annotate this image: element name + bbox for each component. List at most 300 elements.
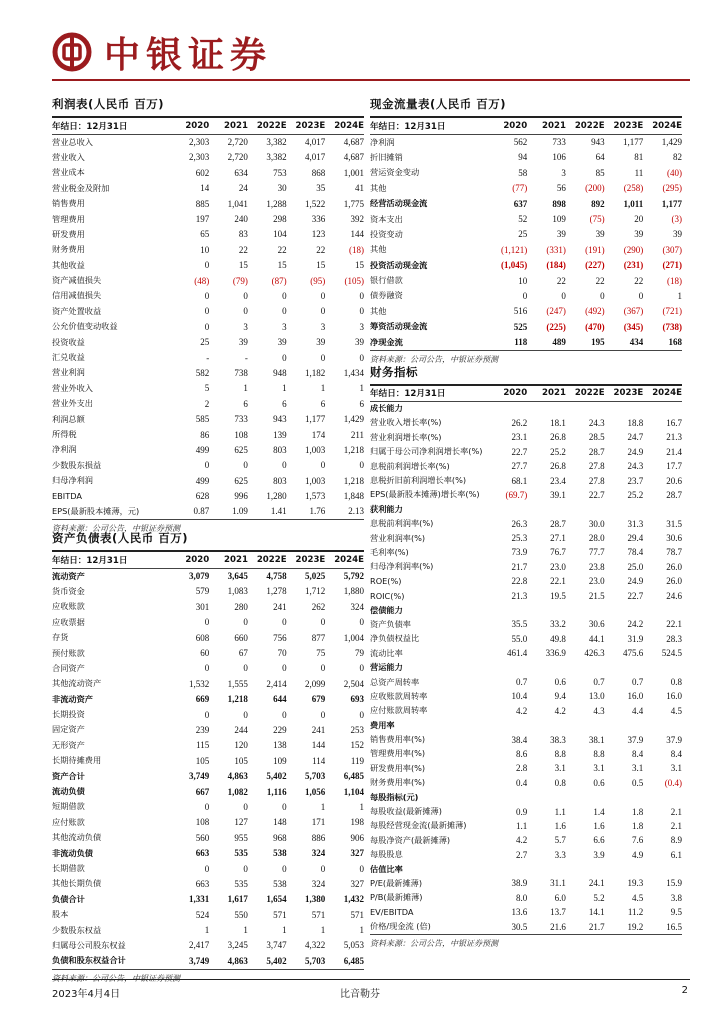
row-value xyxy=(489,790,528,804)
row-label: ROIC(%) xyxy=(370,590,405,601)
table-row xyxy=(52,845,364,860)
row-label: 负债和股东权益合计 xyxy=(52,955,126,966)
row-value: 4,687 xyxy=(343,152,364,163)
row-value: 3,382 xyxy=(266,152,287,163)
table-row xyxy=(370,919,682,933)
row-label: 营业利润增长率(%) xyxy=(370,431,442,442)
row-value: 943 xyxy=(591,137,605,148)
row-label: 应收账款周转率 xyxy=(370,690,428,701)
table-row xyxy=(370,517,682,531)
row-value: 16.0 xyxy=(627,691,644,702)
table-row xyxy=(52,738,364,753)
row-value: 602 xyxy=(195,167,210,178)
row-value: 17.7 xyxy=(666,461,682,472)
row-value: 0 xyxy=(359,863,364,874)
row-value: - xyxy=(206,352,210,363)
row-value: 78.4 xyxy=(627,547,644,558)
row-value: 82 xyxy=(673,152,682,163)
table-row xyxy=(52,134,364,149)
row-value: 127 xyxy=(234,817,248,828)
row-label: 其他流动资产 xyxy=(52,678,102,689)
row-value: 1 xyxy=(204,925,210,936)
financial-ratios-section xyxy=(370,364,682,949)
row-value: 31.9 xyxy=(627,633,644,644)
row-value: 3.1 xyxy=(670,763,682,774)
row-value: 535 xyxy=(234,878,248,889)
row-value: 2,414 xyxy=(266,678,287,689)
row-label: 营运能力 xyxy=(370,662,403,673)
row-value: 20.6 xyxy=(666,475,682,486)
row-value: 948 xyxy=(273,367,287,378)
row-value: 3.1 xyxy=(632,763,644,774)
row-value: 585 xyxy=(195,414,210,425)
row-label: 应收账款 xyxy=(52,601,85,612)
row-value: 83 xyxy=(238,229,248,240)
row-label: 投资变动 xyxy=(370,228,403,239)
table-row xyxy=(370,304,682,319)
row-value: 660 xyxy=(234,632,248,643)
table-row xyxy=(52,381,364,396)
year-column-header: 2023E xyxy=(287,118,326,134)
row-value: 28.7 xyxy=(550,518,566,529)
row-value: 39 xyxy=(316,337,326,348)
row-label: 毛利率(%) xyxy=(370,546,409,557)
row-value: 65 xyxy=(200,229,210,240)
table-row xyxy=(370,833,682,847)
row-label: 汇兑收益 xyxy=(52,352,85,363)
table-row xyxy=(52,876,364,891)
row-value: 0.5 xyxy=(632,777,644,788)
row-value: 2.13 xyxy=(348,506,364,517)
table-row xyxy=(370,804,682,818)
table-row xyxy=(370,588,682,602)
row-value: 23.0 xyxy=(550,561,566,572)
row-value: 15 xyxy=(277,260,287,271)
table-row xyxy=(370,862,682,876)
row-value: 25.2 xyxy=(550,446,566,457)
row-value xyxy=(527,603,566,617)
row-value: 24.2 xyxy=(627,619,644,630)
row-label: 应付账款周转率 xyxy=(370,705,428,716)
row-value: (247) xyxy=(546,306,566,317)
row-value: 9.5 xyxy=(670,907,682,918)
row-value xyxy=(605,660,644,674)
row-value: 0.8 xyxy=(670,677,682,687)
row-value xyxy=(643,660,682,674)
row-label: 负债合计 xyxy=(52,893,85,904)
row-value: 241 xyxy=(273,601,287,612)
row-label: 公允价值变动收益 xyxy=(52,321,118,332)
row-label: 成长能力 xyxy=(370,403,403,414)
row-value: 28.0 xyxy=(588,533,605,544)
row-value: 105 xyxy=(234,755,248,766)
table-row xyxy=(370,891,682,905)
row-value: 39 xyxy=(355,337,364,348)
row-label: 总资产周转率 xyxy=(370,676,420,687)
table-row xyxy=(370,574,682,588)
table-row xyxy=(52,488,364,503)
row-value: (367) xyxy=(623,306,644,317)
row-value: (69.7) xyxy=(505,489,528,500)
row-label: EPS(最新股本摊薄)增长率(%) xyxy=(370,489,480,500)
row-value: 885 xyxy=(195,198,210,209)
row-value: 1,004 xyxy=(343,632,364,643)
table-row xyxy=(370,211,682,226)
row-label: 净利润 xyxy=(370,136,395,147)
row-value: 39 xyxy=(277,337,287,348)
table-row xyxy=(52,661,364,676)
row-value: 26.0 xyxy=(666,576,682,587)
row-value: 24.9 xyxy=(627,576,644,587)
row-value: 22.7 xyxy=(511,446,528,457)
row-value: 1 xyxy=(359,925,364,936)
row-value: 1.6 xyxy=(554,820,566,831)
row-value: 0 xyxy=(204,260,210,271)
row-value: 0 xyxy=(320,306,326,317)
row-label: 预付账款 xyxy=(52,647,85,658)
row-value: 1 xyxy=(282,925,287,936)
table-row xyxy=(370,150,682,165)
row-value: 679 xyxy=(311,694,326,705)
row-value: 13.7 xyxy=(550,907,566,918)
table-row xyxy=(52,365,364,380)
row-label: 筹资活动现金流 xyxy=(370,321,428,332)
row-value: 6.0 xyxy=(554,892,566,903)
row-value: 6.1 xyxy=(670,849,682,860)
row-value: 475.6 xyxy=(623,648,644,659)
table-header-row xyxy=(370,386,682,401)
row-value: 1,177 xyxy=(305,414,326,425)
row-value: 0 xyxy=(243,460,248,471)
row-value: 1,432 xyxy=(343,894,364,905)
row-value: 39 xyxy=(634,229,644,240)
row-value: 0 xyxy=(204,306,210,317)
table-row xyxy=(370,675,682,689)
row-value: 22 xyxy=(595,275,605,286)
row-value: 1,775 xyxy=(343,198,364,209)
row-value: (721) xyxy=(662,306,682,317)
row-value: 68.1 xyxy=(511,475,528,486)
table-row xyxy=(52,692,364,707)
row-value: 1,116 xyxy=(266,786,287,797)
row-value: 0 xyxy=(282,352,287,363)
table-row xyxy=(52,473,364,488)
row-value: (79) xyxy=(232,275,248,286)
row-value: 64 xyxy=(595,152,605,163)
table-row xyxy=(370,646,682,660)
table-row xyxy=(370,689,682,703)
bank-of-china-logo-icon xyxy=(52,32,92,72)
row-value: 3,645 xyxy=(227,571,248,582)
year-column-header: 2020 xyxy=(489,118,528,134)
row-value: 35 xyxy=(316,183,326,194)
row-value: 15 xyxy=(316,260,326,271)
row-value xyxy=(566,603,605,617)
table-row xyxy=(52,227,364,242)
row-label: P/E(最新摊薄) xyxy=(370,877,423,888)
row-value: 30.0 xyxy=(588,518,605,529)
row-value: 27.1 xyxy=(550,533,566,544)
row-value: 22 xyxy=(238,244,248,255)
row-value: 21.3 xyxy=(511,590,528,601)
row-value: 327 xyxy=(350,848,364,859)
row-value: (75) xyxy=(589,214,605,225)
row-value: 28.7 xyxy=(666,489,682,500)
row-value: 81 xyxy=(634,152,644,163)
row-value: 27.8 xyxy=(588,461,605,472)
row-value: 22.1 xyxy=(666,619,682,630)
row-label: 每股股息 xyxy=(370,849,403,860)
row-value xyxy=(643,718,682,732)
row-label: 净现金流 xyxy=(370,336,403,347)
table-row xyxy=(52,815,364,830)
row-value: 139 xyxy=(273,429,287,440)
row-value: 1.41 xyxy=(270,506,287,517)
year-column-header: 2022E xyxy=(248,118,287,134)
table-row xyxy=(52,892,364,907)
row-value: 663 xyxy=(195,878,210,889)
table-row xyxy=(370,545,682,559)
row-value: 70 xyxy=(277,648,287,659)
row-value: 30 xyxy=(277,183,287,194)
year-column-header: 2022E xyxy=(248,552,287,568)
row-label: 归母净利润 xyxy=(52,475,93,486)
row-value: 1,880 xyxy=(343,586,364,597)
table-row xyxy=(370,258,682,273)
footer-date: 2023年4月4日 xyxy=(52,989,121,1000)
row-label: 研发费用率(%) xyxy=(370,762,426,773)
row-value: 13.0 xyxy=(588,691,605,702)
row-label: EPS(最新股本摊薄，元) xyxy=(52,505,140,516)
row-label: 非流动资产 xyxy=(52,693,93,704)
row-value: 5,053 xyxy=(343,940,364,951)
row-value: 1 xyxy=(320,925,326,936)
row-value: 4.2 xyxy=(554,705,566,716)
row-value: 25 xyxy=(518,229,528,240)
row-value: 0 xyxy=(243,617,248,628)
year-column-header: 2024E xyxy=(643,386,682,401)
row-value: 4,687 xyxy=(343,137,364,148)
row-value: 38.4 xyxy=(511,734,528,745)
row-value: (470) xyxy=(585,321,605,332)
row-value: 94 xyxy=(518,152,528,163)
row-value: 4.2 xyxy=(515,705,528,716)
row-value: 0 xyxy=(320,663,326,674)
table-row xyxy=(52,799,364,814)
row-label: 其他 xyxy=(370,305,387,316)
row-value: 13.6 xyxy=(511,907,528,918)
row-value: 3,245 xyxy=(227,940,248,951)
table-row xyxy=(370,196,682,211)
row-label: 长期待摊费用 xyxy=(52,755,102,766)
row-value: 30.6 xyxy=(588,619,605,630)
row-value: 324 xyxy=(350,601,364,612)
row-value: 58 xyxy=(518,167,528,178)
row-value: 105 xyxy=(195,755,210,766)
row-value: 336 xyxy=(311,214,326,225)
table-row xyxy=(52,458,364,473)
row-value: 8.8 xyxy=(554,748,566,759)
income-statement-table xyxy=(52,118,364,519)
row-value: 3.8 xyxy=(670,892,682,903)
table-row xyxy=(52,350,364,365)
row-value: 803 xyxy=(273,475,287,486)
row-value: 1 xyxy=(243,925,248,936)
row-value: 499 xyxy=(195,475,210,486)
table-row xyxy=(52,258,364,273)
row-value: 571 xyxy=(311,909,326,920)
row-value: 1 xyxy=(677,290,682,301)
row-value: 803 xyxy=(273,444,287,455)
row-value: 5,703 xyxy=(305,955,326,966)
row-label: 归母净利润率(%) xyxy=(370,561,434,572)
row-value: 1,218 xyxy=(227,694,248,705)
row-value: 22.1 xyxy=(550,576,566,587)
table-row xyxy=(370,848,682,862)
row-value xyxy=(566,502,605,516)
table-row xyxy=(370,617,682,631)
row-value: 25.0 xyxy=(627,561,644,572)
row-value: 733 xyxy=(234,414,248,425)
row-value: 30.6 xyxy=(666,533,682,544)
row-value: 253 xyxy=(350,724,364,735)
row-value: 8.6 xyxy=(515,748,528,759)
row-value: 1,712 xyxy=(305,586,326,597)
row-value: 168 xyxy=(668,337,682,348)
table-row xyxy=(52,427,364,442)
row-value: 0 xyxy=(282,801,287,812)
row-value: 21.5 xyxy=(588,590,605,601)
row-value: 3 xyxy=(359,321,364,332)
row-value: 2,303 xyxy=(188,137,210,148)
row-label: 获利能力 xyxy=(370,503,403,514)
row-value: 2,099 xyxy=(305,678,326,689)
row-value: 1,522 xyxy=(305,198,326,209)
row-label: 资产合计 xyxy=(52,770,85,781)
row-value: 0 xyxy=(320,617,326,628)
row-value: 1.6 xyxy=(593,820,605,831)
row-value: 0 xyxy=(359,352,364,363)
row-value: 1,056 xyxy=(305,786,326,797)
table-row xyxy=(52,150,364,165)
row-value: 39 xyxy=(238,337,248,348)
row-value: 8.0 xyxy=(515,892,528,903)
table-row xyxy=(370,876,682,890)
row-value: 628 xyxy=(195,491,210,502)
row-value: 0 xyxy=(282,863,287,874)
financial-ratios-table xyxy=(370,386,682,934)
table-row xyxy=(370,819,682,833)
row-label: EV/EBITDA xyxy=(370,907,414,918)
row-value: 73.9 xyxy=(511,547,528,558)
row-value: 1.1 xyxy=(515,820,528,831)
row-value: 56 xyxy=(556,183,566,194)
row-label: 投资活动现金流 xyxy=(370,259,428,270)
footer-company: 比音勒芬 xyxy=(340,989,380,1000)
table-row xyxy=(52,768,364,783)
row-value: 8.9 xyxy=(670,835,682,846)
row-value: 0 xyxy=(320,352,326,363)
row-value: 33.2 xyxy=(550,619,566,630)
row-value: 669 xyxy=(195,694,210,705)
row-value: 38.9 xyxy=(511,878,528,889)
row-value: (18) xyxy=(667,275,682,286)
row-value: 52 xyxy=(518,214,528,225)
row-value: 1,288 xyxy=(266,198,287,209)
row-value: 26.8 xyxy=(550,432,566,443)
row-label: 应收票据 xyxy=(52,616,85,627)
table-row xyxy=(52,630,364,645)
row-value: 23.0 xyxy=(588,576,605,587)
year-column-header: 2020 xyxy=(171,552,210,568)
row-label: 偿债能力 xyxy=(370,604,403,615)
row-value: 109 xyxy=(273,755,287,766)
row-value: 6 xyxy=(320,398,326,409)
row-value: 1,434 xyxy=(343,367,364,378)
row-value: 24.1 xyxy=(588,878,605,889)
row-value: 108 xyxy=(234,429,248,440)
row-value: 996 xyxy=(234,491,248,502)
row-value: 26.0 xyxy=(666,561,682,572)
row-value xyxy=(566,862,605,876)
footer-divider xyxy=(52,979,690,980)
row-value: 0 xyxy=(204,663,210,674)
row-value: 1,848 xyxy=(343,491,364,502)
row-value: 5,703 xyxy=(305,771,326,782)
row-value xyxy=(643,603,682,617)
row-value: 0 xyxy=(204,290,210,301)
row-value: 634 xyxy=(234,167,248,178)
row-value: 8.8 xyxy=(593,748,605,759)
year-column-header: 2023E xyxy=(605,386,644,401)
row-value: 115 xyxy=(196,740,210,751)
row-label: 财务费用 xyxy=(52,244,85,255)
row-value xyxy=(605,603,644,617)
row-label: 每股收益(最新摊薄) xyxy=(370,806,442,817)
table-row xyxy=(52,830,364,845)
row-value: 538 xyxy=(273,848,287,859)
row-value: 211 xyxy=(350,429,364,440)
table-row xyxy=(52,334,364,349)
row-value: (227) xyxy=(585,260,605,271)
row-value xyxy=(489,660,528,674)
row-value: 3.1 xyxy=(593,763,605,774)
table-row xyxy=(52,319,364,334)
row-value: 22.7 xyxy=(627,590,644,601)
row-value: 0 xyxy=(282,306,287,317)
row-value xyxy=(527,660,566,674)
row-value: 21.6 xyxy=(550,921,566,932)
row-value: 0 xyxy=(320,290,326,301)
row-value: 24.3 xyxy=(627,461,644,472)
row-value: 25.2 xyxy=(627,489,644,500)
row-value xyxy=(527,862,566,876)
row-value: 28.7 xyxy=(588,446,605,457)
table-row xyxy=(52,676,364,691)
row-value: 0 xyxy=(282,663,287,674)
row-label: 息税前利润增长率(%) xyxy=(370,460,450,471)
table-row xyxy=(370,905,682,919)
row-value: 109 xyxy=(552,214,566,225)
row-value: 144 xyxy=(311,740,326,751)
row-value: 0 xyxy=(561,290,566,301)
table-row xyxy=(370,761,682,775)
row-value: 22 xyxy=(556,275,566,286)
table-row xyxy=(52,922,364,937)
row-value: 2,504 xyxy=(343,678,364,689)
row-value: 280 xyxy=(234,601,248,612)
row-label: 资本支出 xyxy=(370,213,403,224)
